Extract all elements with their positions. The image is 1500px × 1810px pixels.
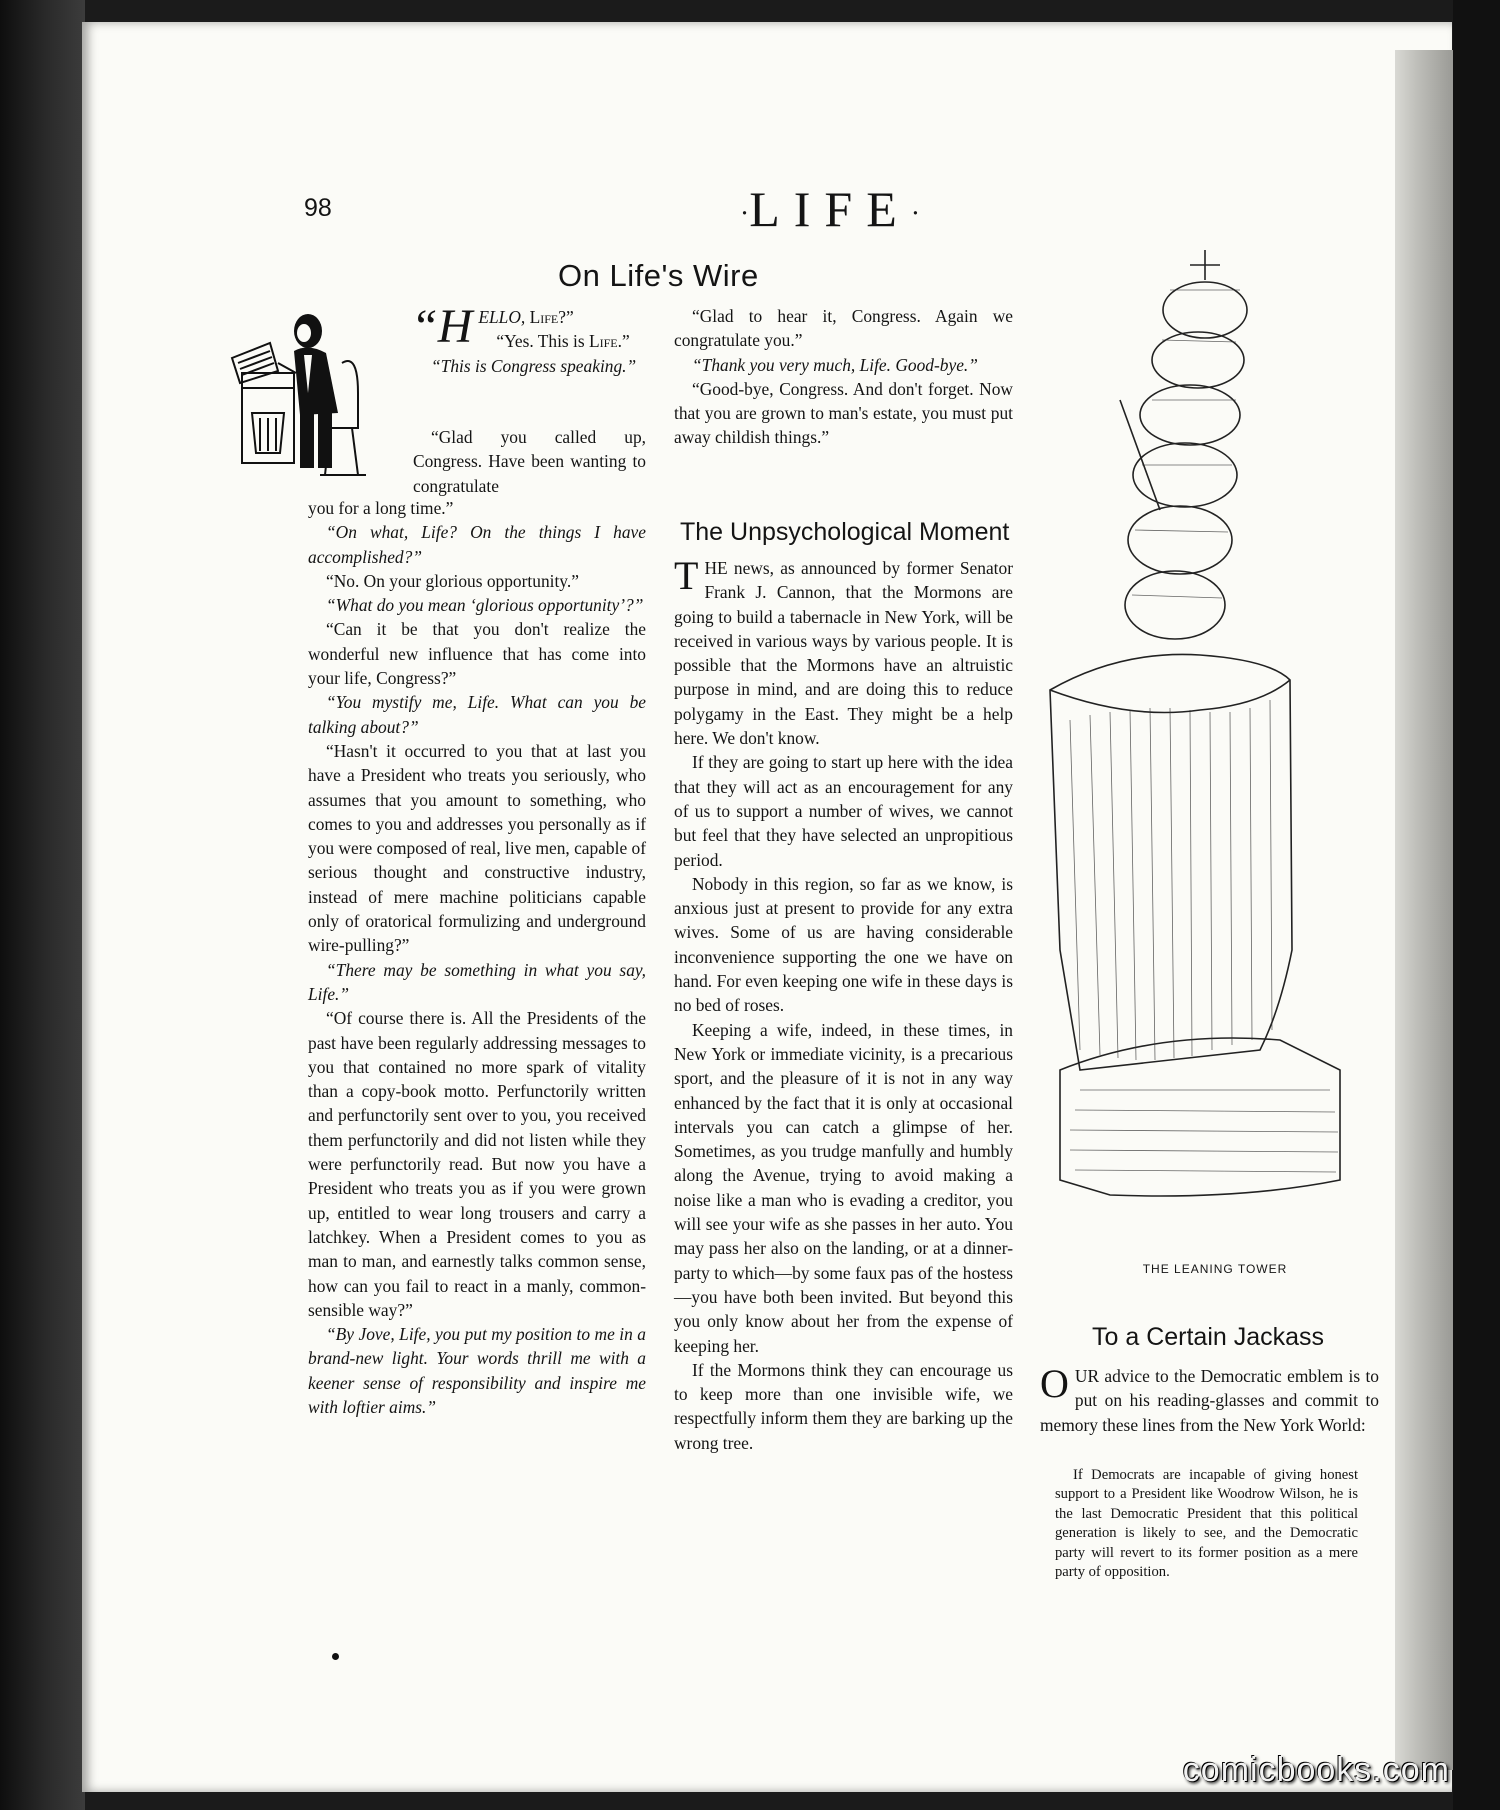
wire-para: “Of course there is. All the Presidents of the past have been regularly addressing messages to you that contained no more spark of vitality than a copy-book motto. Perfunctorily written and perfunctorily sent over to you, you received them perfunctorily and did not listen while they were perfunctorily read. But now you have a President who treats you as if you were grown up, entitled to wear long trousers and carry a latchkey. When a President comes to you as man to man, and earnestly talks common sense, how can you fail to react in a manly, common-sensible way?”	[308, 1008, 646, 1320]
jackass-body: OUR advice to the Democratic emblem is to put on his reading-glasses and commit to memory these lines from the New York World:	[1040, 1361, 1379, 1435]
illustration-caption: THE LEANING TOWER	[1142, 1262, 1288, 1276]
wire-column-1	[308, 496, 646, 1419]
wire-para: “On what, Life? On the things I have accomplished?”	[308, 522, 646, 567]
wire-para: “No. On your glorious opportunity.”	[326, 570, 579, 591]
congress-cartoon-illustration	[230, 303, 408, 480]
wire-opening-dialogue	[411, 300, 646, 378]
watermark: comicbooks.com	[1182, 1751, 1450, 1789]
wire-line-congress: “This is Congress speaking.”	[431, 355, 637, 376]
dropcap-t: T	[674, 553, 699, 598]
unpsych-first-para: THE news, as announced by former Senator Frank J. Cannon, that the Mormons are going to build a tabernacle in New York, will be received in various ways by various people. It is possible that the Mormons have an altruistic purpose in mind, and are doing this to reduce polygamy in the East. They might be a help here. We don't know.	[674, 553, 1013, 749]
dropcap-o: O	[1040, 1361, 1069, 1406]
wire-para: “You mystify me, Life. What can you be talking about?”	[308, 692, 646, 737]
wire-line-hello: “HELLO, Life?”	[411, 300, 574, 353]
quote-text: If Democrats are incapable of giving honest support to a President like Woodrow Wilson, he is the last Democratic President that this political generation is likely to see, and the Democratic party will revert to its former position as a mere party of opposition.	[1055, 1467, 1358, 1581]
article-title-jackass: To a Certain Jackass	[1092, 1323, 1325, 1351]
wire-para: “By Jove, Life, you put my position to me in a brand-new light. Your words thrill me with a keener sense of responsibility and inspire me with loftier aims.”	[308, 1324, 646, 1417]
wire-para: “What do you mean ‘glorious opportunity’?”	[326, 595, 644, 616]
page-edge-stack	[1395, 50, 1453, 1770]
wire-para: “Hasn't it occurred to you that at last you have a President who treats you seriously, who assumes that you amount to something, who comes to you and addresses you personally as if you were composed of real, live men, capable of serious thought and constructive industry, instead of mere machine politicians capable only of oratorical formulizing and underground wire-pulling?”	[308, 740, 647, 956]
wire-indented-paragraph	[413, 425, 646, 498]
masthead: ·LIFE·	[739, 181, 921, 237]
wire-para: “Good-bye, Congress. And don't forget. Now that you are grown to man's estate, you must put away childish things.”	[674, 378, 1013, 448]
wire-para: “Glad to hear it, Congress. Again we congratulate you.”	[674, 306, 1013, 351]
unpsych-para: Nobody in this region, so far as we know, is anxious just at present to provide for any extra wives. Some of us are having considerable inconvenience supporting the one we have on hand. For even keeping one wife in these days is no bed of roses.	[674, 873, 1013, 1016]
unpsych-column	[674, 553, 1013, 1455]
dropcap-h: “H	[411, 300, 473, 353]
masthead-title: LIFE	[749, 181, 911, 237]
unpsych-para: If the Mormons think they can encourage us to keep more than one invisible wife, we respectfully inform them they are barking up the wrong tree.	[674, 1359, 1013, 1453]
wire-para: “There may be something in what you say, Life.”	[308, 959, 646, 1004]
wire-para-cont: you for a long time.”	[308, 498, 454, 518]
decorative-dot	[332, 1653, 339, 1660]
page-number: 98	[304, 194, 332, 222]
unpsych-para: Keeping a wife, indeed, in these times, in New York or immediate vicinity, is a precarious sport, and the pleasure of it is not in any way enhanced by the fact that it is only at occasional intervals you can catch a glimpse of her. Sometimes, as you trudge manfully and humbly along the Avenue, trying to avoid making a noise like a man who is evading a creditor, you will see your wife as she passes in her auto. You may pass her also on the landing, or at a dinner-party to which—by some faux pas of the hostess—you have both been invited. But beyond this you only know about her from the expense of keeping her.	[674, 1019, 1013, 1356]
wire-para: “Can it be that you don't realize the wonderful new influence that has come into your life, Congress?”	[308, 619, 646, 689]
scan-background-left	[0, 0, 85, 1810]
wire-para: “Thank you very much, Life. Good-bye.”	[692, 354, 978, 375]
wire-line-yes: “Yes. This is Life.”	[496, 331, 630, 352]
jackass-column	[1040, 1361, 1379, 1437]
scan-background-right	[1453, 0, 1500, 1810]
article-title-wire: On Life's Wire	[558, 258, 759, 293]
wire-column-2	[674, 304, 1013, 450]
jackass-quotation	[1055, 1466, 1358, 1582]
leaning-tower-illustration	[1040, 250, 1390, 1200]
unpsych-para: If they are going to start up here with the idea that they will act as an encouragement for any of us to support a number of wives, we cannot but feel that they have selected an unpropitious period.	[674, 752, 1013, 870]
wire-line-glad: “Glad you called up, Congress. Have been wanting to congratulate	[413, 427, 646, 496]
article-title-unpsychological: The Unpsychological Moment	[680, 518, 1010, 546]
